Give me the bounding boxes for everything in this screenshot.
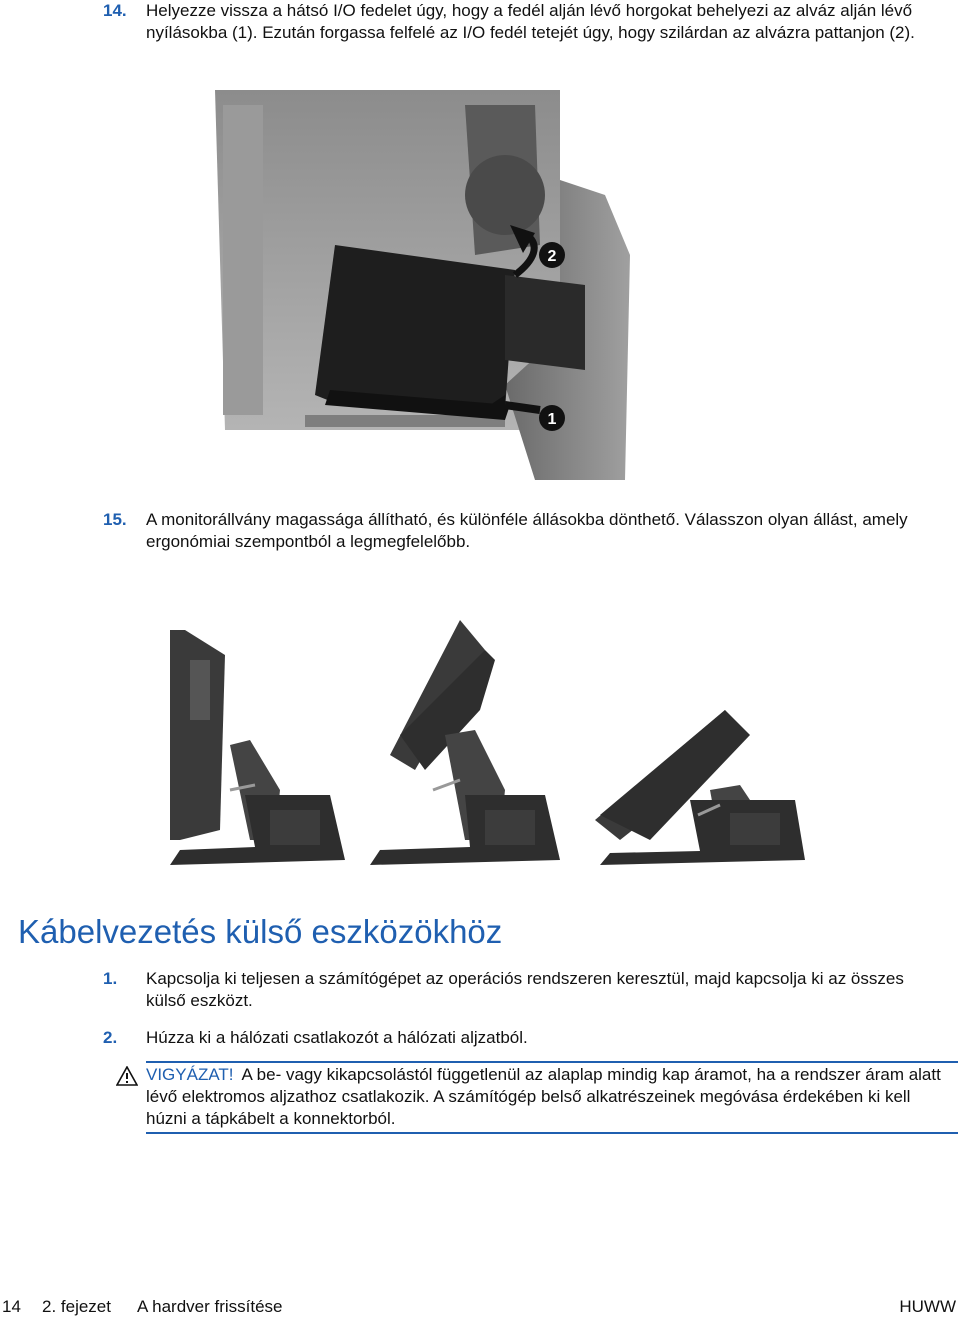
caution-note	[146, 1064, 946, 1130]
section-step-2	[0, 1027, 940, 1049]
step-number: 2.	[103, 1028, 118, 1047]
step-number: 15.	[103, 510, 127, 529]
chapter-title: A hardver frissítése	[137, 1297, 283, 1316]
stand-position-upright	[170, 630, 345, 865]
step-text: Kapcsolja ki teljesen a számítógépet az operációs rendszeren keresztül, majd kapcsolja ki az összes külső eszközt.	[146, 969, 904, 1010]
section-title: Kábelvezetés külső eszközökhöz	[18, 913, 503, 950]
stand-position-tilted	[370, 620, 560, 865]
callout-2: 2	[547, 248, 557, 265]
io-cover-illustration	[205, 85, 635, 485]
section-step-1	[0, 968, 940, 1012]
step-number: 14.	[103, 1, 127, 20]
step-text: Helyezze vissza a hátsó I/O fedelet úgy, hogy a fedél alján lévő horgokat behelyezi az alváz alján lévő nyílásokba (1). Ezután forgassa felfelé az I/O fedél tetejét úgy, hogy szilárdan az alvázra pattanjon (2).	[146, 1, 915, 42]
step-text: A monitorállvány magassága állítható, és különféle állásokba dönthető. Válasszon olyan állást, amely ergonómiai szempontból a legmegfelelőbb.	[146, 510, 908, 551]
page-number: 14	[2, 1297, 21, 1316]
caution-text: A be- vagy kikapcsolástól függetlenül az alaplap mindig kap áramot, ha a rendszer áram alatt lévő elektromos aljzathoz csatlakozik. A számítógép belső alkatrészeinek megóvása érdekében ki kell húzni a tápkábelt a konnektorból.	[146, 1065, 941, 1128]
document-code: HUWW	[899, 1297, 956, 1316]
step-text: Húzza ki a hálózati csatlakozót a hálózati aljzatból.	[146, 1028, 528, 1047]
caution-label: VIGYÁZAT!	[146, 1065, 234, 1084]
callout-1: 1	[547, 411, 557, 428]
chapter-label: 2. fejezet	[42, 1297, 111, 1316]
stand-positions-illustration	[160, 615, 830, 885]
caution-top-rule	[146, 1061, 958, 1063]
step-15	[0, 509, 940, 553]
step-number: 1.	[103, 969, 118, 988]
step-14	[0, 0, 940, 44]
warning-triangle-icon	[116, 1066, 138, 1086]
caution-bottom-rule	[146, 1132, 958, 1134]
stand-position-low	[595, 710, 805, 865]
